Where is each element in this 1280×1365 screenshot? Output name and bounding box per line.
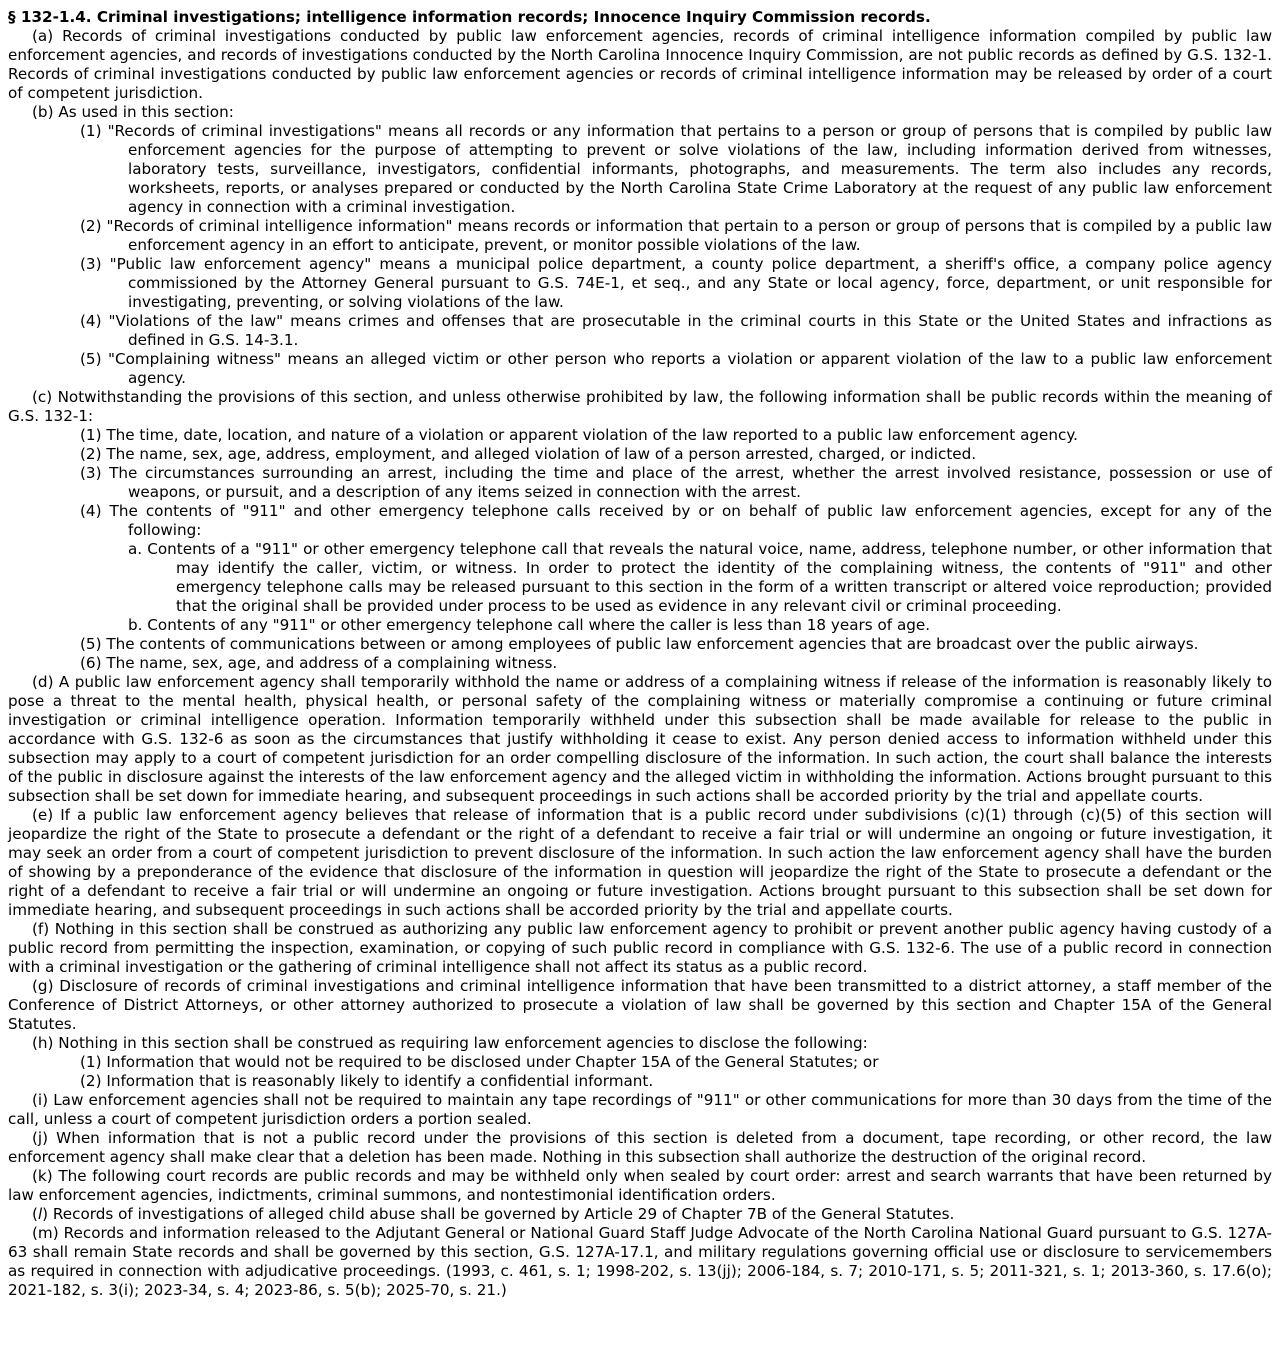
subdivision-b1: (1) "Records of criminal investigations" means all records or any information that pertains to a person or group of persons that is compiled by public law enforcement agencies for the purpose of attempting to prevent or solve violations of the law, including information derived from witnesses, laboratory tests, surveillance, investigators, confidential informants, photographs, and measurements. The term also includes any records, worksheets, reports, or analyses prepared or conducted by the North Carolina State Crime Laboratory at the request of any public law enforcement agency in connection with a criminal investigation. [80,122,1272,216]
subsection-i: (i) Law enforcement agencies shall not be required to maintain any tape recordings of "911" or other communications for more than 30 days from the time of the call, unless a court of competent jurisdiction orders a portion sealed. [8,1091,1272,1128]
subdivision-c5: (5) The contents of communications between or among employees of public law enforcement agencies that are broadcast over the public airways. [80,635,1199,653]
subdivision-h1: (1) Information that would not be required to be disclosed under Chapter 15A of the General Statutes; or [80,1053,879,1071]
section-title: § 132-1.4. Criminal investigations; intelligence information records; Innocence Inquiry Commission records. [8,8,931,26]
subdivision-c6: (6) The name, sex, age, and address of a complaining witness. [80,654,558,672]
subsection-g: (g) Disclosure of records of criminal investigations and criminal intelligence information that have been transmitted to a district attorney, a staff member of the Conference of District Attorneys, or other attorney authorized to prosecute a violation of law shall be governed by this section and Chapter 15A of the General Statutes. [8,977,1272,1033]
subsection-b: (b) As used in this section: [32,103,234,121]
subdivision-h2: (2) Information that is reasonably likely to identify a confidential informant. [80,1072,654,1090]
subsection-l-text: ) Records of investigations of alleged child abuse shall be governed by Article 29 of Chapter 7B of the General Statutes. [42,1205,955,1223]
subsection-l-open: ( [32,1205,38,1223]
subdivision-b2: (2) "Records of criminal intelligence information" means records or information that pertain to a person or group of persons that is compiled by a public law enforcement agency in an effort to anticipate, prevent, or monitor possible violations of the law. [80,217,1272,254]
subdivision-c1: (1) The time, date, location, and nature of a violation or apparent violation of the law reported to a public law enforcement agency. [80,426,1078,444]
subsection-f: (f) Nothing in this section shall be construed as authorizing any public law enforcement agency to prohibit or prevent another public agency having custody of a public record from permitting the inspection, examination, or copying of such public record in compliance with G.S. 132-6. The use of a public record in connection with a criminal investigation or the gathering of criminal intelligence shall not affect its status as a public record. [8,920,1272,976]
subsection-c: (c) Notwithstanding the provisions of this section, and unless otherwise prohibited by law, the following information shall be public records within the meaning of G.S. 132-1: [8,388,1272,425]
subsection-j: (j) When information that is not a public record under the provisions of this section is deleted from a document, tape recording, or other record, the law enforcement agency shall make clear that a deletion has been made. Nothing in this subsection shall authorize the destruction of the original record. [8,1129,1272,1166]
subsection-k: (k) The following court records are public records and may be withheld only when sealed by court order: arrest and search warrants that have been returned by law enforcement agencies, indictments, criminal summons, and nontestimonial identification orders. [8,1167,1272,1204]
sub-subdivision-c4a: a. Contents of a "911" or other emergency telephone call that reveals the natural voice, name, address, telephone number, or other information that may identify the caller, victim, or witness. In order to protect the identity of the complaining witness, the contents of "911" and other emergency telephone calls may be released pursuant to this section in the form of a written transcript or altered voice reproduction; provided that the original shall be provided under process to be used as evidence in any relevant civil or criminal proceeding. [128,540,1272,615]
subsection-h: (h) Nothing in this section shall be construed as requiring law enforcement agencies to disclose the following: [32,1034,868,1052]
subdivision-b5: (5) "Complaining witness" means an alleged victim or other person who reports a violation or apparent violation of the law to a public law enforcement agency. [80,350,1272,387]
subsection-d: (d) A public law enforcement agency shall temporarily withhold the name or address of a complaining witness if release of the information is reasonably likely to pose a threat to the mental health, physical health, or personal safety of the complaining witness or materially compromise a continuing or future criminal investigation or criminal intelligence operation. Information temporarily withheld under this subsection shall be made available for release to the public in accordance with G.S. 132-6 as soon as the circumstances that justify withholding it cease to exist. Any person denied access to information withheld under this subsection may apply to a court of competent jurisdiction for an order compelling disclosure of the information. In such action, the court shall balance the interests of the public in disclosure against the interests of the law enforcement agency and the alleged victim in withholding the information. Actions brought pursuant to this subsection shall be set down for immediate hearing, and subsequent proceedings in such actions shall be accorded priority by the trial and appellate courts. [8,673,1272,805]
subdivision-c2: (2) The name, sex, age, address, employment, and alleged violation of law of a person arrested, charged, or indicted. [80,445,977,463]
subsection-l-marker: l [37,1205,43,1223]
subsection-a: (a) Records of criminal investigations conducted by public law enforcement agencies, records of criminal intelligence information compiled by public law enforcement agencies, and records of investigations conducted by the North Carolina Innocence Inquiry Commission, are not public records as defined by G.S. 132-1. Records of criminal investigations conducted by public law enforcement agencies or records of criminal intelligence information may be released by order of a court of competent jurisdiction. [8,27,1272,102]
subdivision-b3: (3) "Public law enforcement agency" means a municipal police department, a county police department, a sheriff's office, a company police agency commissioned by the Attorney General pursuant to G.S. 74E-1, et seq., and any State or local agency, force, department, or unit responsible for investigating, preventing, or solving violations of the law. [80,255,1272,311]
sub-subdivision-c4b: b. Contents of any "911" or other emergency telephone call where the caller is less than 18 years of age. [128,616,931,634]
subsection-e: (e) If a public law enforcement agency believes that release of information that is a public record under subdivisions (c)(1) through (c)(5) of this section will jeopardize the right of the State to prosecute a defendant or the right of a defendant to receive a fair trial or will undermine an ongoing or future investigation, it may seek an order from a court of competent jurisdiction to prevent disclosure of the information. In such action the law enforcement agency shall have the burden of showing by a preponderance of the evidence that disclosure of the information in question will jeopardize the right of the State to prosecute a defendant or the right of a defendant to receive a fair trial or will undermine an ongoing or future investigation. Actions brought pursuant to this subsection shall be set down for immediate hearing, and subsequent proceedings in such actions shall be accorded priority by the trial and appellate courts. [8,806,1272,919]
subdivision-c3: (3) The circumstances surrounding an arrest, including the time and place of the arrest, whether the arrest involved resistance, possession or use of weapons, or pursuit, and a description of any items seized in connection with the arrest. [80,464,1272,501]
subdivision-b4: (4) "Violations of the law" means crimes and offenses that are prosecutable in the criminal courts in this State or the United States and infractions as defined in G.S. 14-3.1. [80,312,1272,349]
subsection-l [8,1205,1272,1224]
subdivision-c4: (4) The contents of "911" and other emergency telephone calls received by or on behalf of public law enforcement agencies, except for any of the following: [80,502,1272,539]
subsection-m: (m) Records and information released to the Adjutant General or National Guard Staff Judge Advocate of the North Carolina National Guard pursuant to G.S. 127A-63 shall remain State records and shall be governed by this section, G.S. 127A-17.1, and military regulations governing official use or disclosure to servicemembers as required in connection with adjudicative proceedings. (1993, c. 461, s. 1; 1998-202, s. 13(jj); 2006-184, s. 7; 2010-171, s. 5; 2011-321, s. 1; 2013-360, s. 17.6(o); 2021-182, s. 3(i); 2023-34, s. 4; 2023-86, s. 5(b); 2025-70, s. 21.) [8,1224,1272,1299]
